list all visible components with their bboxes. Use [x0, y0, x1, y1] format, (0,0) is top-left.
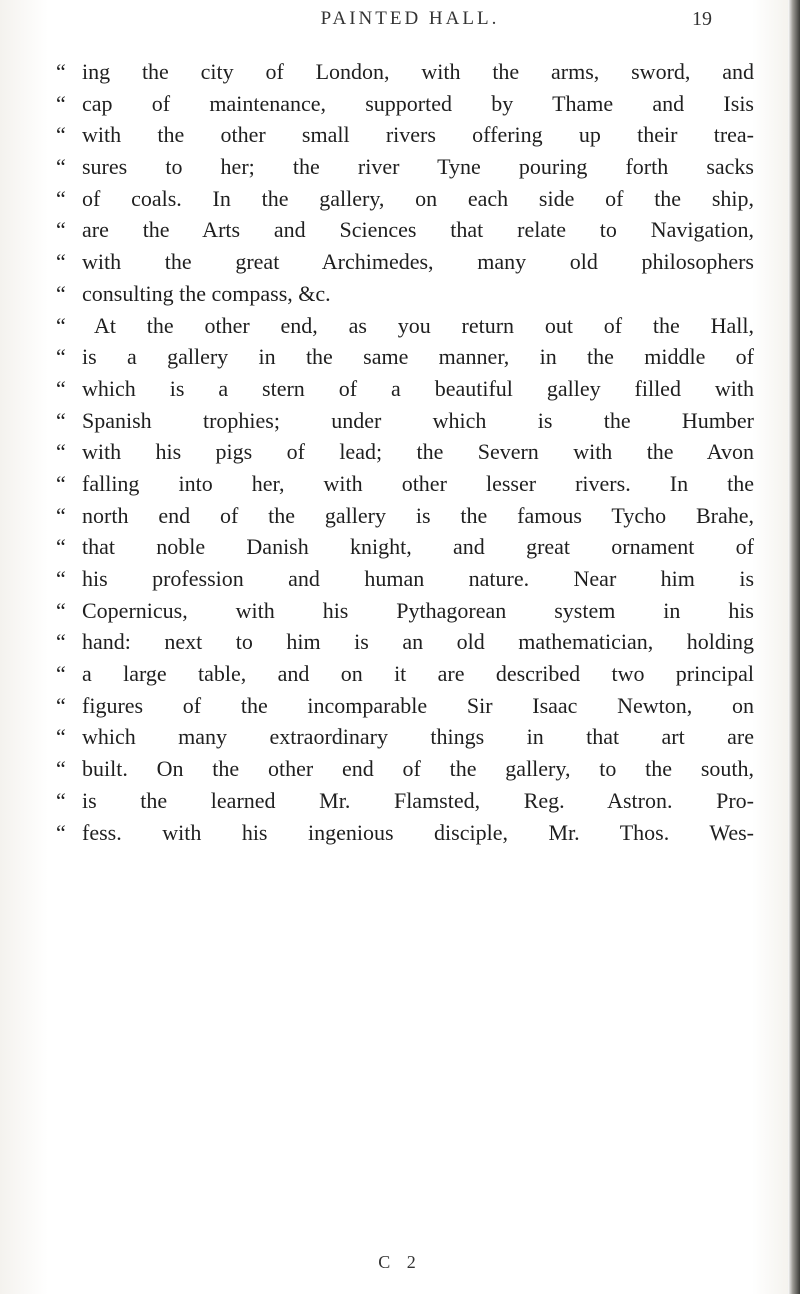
running-title: PAINTED HALL.: [320, 8, 500, 29]
line-text: sures to her; the river Tyne pouring forth sacks: [82, 154, 754, 180]
line-text: with the other small rivers offering up their trea-: [82, 122, 754, 148]
text-line: [56, 531, 756, 563]
text-line: [56, 721, 756, 753]
text-line: [56, 183, 756, 215]
text-line: [56, 310, 756, 342]
quote-mark: “: [56, 502, 66, 528]
line-text: which many extraordinary things in that art are: [82, 724, 754, 750]
text-line: [56, 405, 756, 437]
quote-mark: “: [56, 185, 66, 211]
line-text: which is a stern of a beautiful galley filled with: [82, 375, 754, 401]
quote-mark: “: [56, 375, 66, 401]
text-line: [56, 785, 756, 817]
quote-mark: “: [56, 249, 66, 275]
quote-mark: “: [56, 566, 66, 591]
body-text: [56, 56, 756, 848]
quote-mark: “: [56, 122, 66, 148]
text-line: [56, 658, 756, 690]
quote-mark: “: [56, 756, 66, 782]
line-text: ing the city of London, with the arms, sword, and: [82, 59, 754, 84]
line-text: with the great Archimedes, many old philosophers: [82, 249, 754, 275]
line-text: fess. with his ingenious disciple, Mr. Thos. Wes-: [82, 819, 754, 845]
line-text: Copernicus, with his Pythagorean system in his: [82, 597, 754, 623]
quote-mark: “: [56, 819, 66, 845]
quote-mark: “: [56, 661, 66, 687]
quote-mark: “: [56, 692, 66, 718]
text-line: [56, 817, 756, 849]
signature-mark: C 2: [378, 1252, 422, 1272]
text-line: [56, 626, 756, 658]
page-edge-shadow: [788, 0, 800, 1294]
line-text: a large table, and on it are described two principal: [82, 661, 754, 687]
line-text: are the Arts and Sciences that relate to Navigation,: [82, 217, 754, 243]
quote-mark: “: [56, 59, 66, 84]
quote-mark: “: [56, 724, 66, 750]
quote-mark: “: [56, 90, 66, 116]
text-line: [56, 246, 756, 278]
line-text: is a gallery in the same manner, in the middle of: [82, 344, 754, 370]
quote-mark: “: [56, 280, 66, 306]
line-text: hand: next to him is an old mathematician, holding: [82, 629, 754, 655]
text-line: [56, 373, 756, 405]
text-line: [56, 214, 756, 246]
line-text: figures of the incomparable Sir Isaac Newton, on: [82, 692, 754, 718]
text-line: [56, 56, 756, 88]
line-text: that noble Danish knight, and great ornament of: [82, 534, 754, 560]
line-text: consulting the compass, &c.: [82, 280, 331, 306]
text-line: [56, 119, 756, 151]
quote-mark: “: [56, 629, 66, 655]
quote-mark: “: [56, 217, 66, 243]
text-line: [56, 341, 756, 373]
quote-mark: “: [56, 439, 66, 465]
line-text: with his pigs of lead; the Severn with the Avon: [82, 439, 754, 465]
text-line: [56, 595, 756, 627]
line-text: Spanish trophies; under which is the Humber: [82, 407, 754, 433]
line-text: is the learned Mr. Flamsted, Reg. Astron. Pro-: [82, 787, 754, 813]
line-text: his profession and human nature. Near him is: [82, 566, 754, 591]
line-text: of coals. In the gallery, on each side of the ship,: [82, 185, 754, 211]
text-line: [56, 500, 756, 532]
text-line: [56, 278, 756, 310]
quote-mark: “: [56, 597, 66, 623]
text-line: [56, 436, 756, 468]
text-line: [56, 563, 756, 595]
text-line: [56, 753, 756, 785]
quote-mark: “: [56, 407, 66, 433]
quote-mark: “: [56, 312, 66, 338]
text-line: [56, 468, 756, 500]
line-text: north end of the gallery is the famous Tycho Brahe,: [82, 502, 754, 528]
quote-mark: “: [56, 470, 66, 496]
line-text: falling into her, with other lesser rivers. In the: [82, 470, 754, 496]
text-line: [56, 88, 756, 120]
page-number: 19: [692, 8, 712, 30]
quote-mark: “: [56, 787, 66, 813]
line-text: At the other end, as you return out of the Hall,: [94, 312, 754, 338]
text-line: [56, 690, 756, 722]
line-text: cap of maintenance, supported by Thame and Isis: [82, 90, 754, 116]
quote-mark: “: [56, 534, 66, 560]
quote-mark: “: [56, 344, 66, 370]
quote-mark: “: [56, 154, 66, 180]
text-line: [56, 151, 756, 183]
line-text: built. On the other end of the gallery, to the south,: [82, 756, 754, 782]
running-head: [0, 8, 800, 38]
